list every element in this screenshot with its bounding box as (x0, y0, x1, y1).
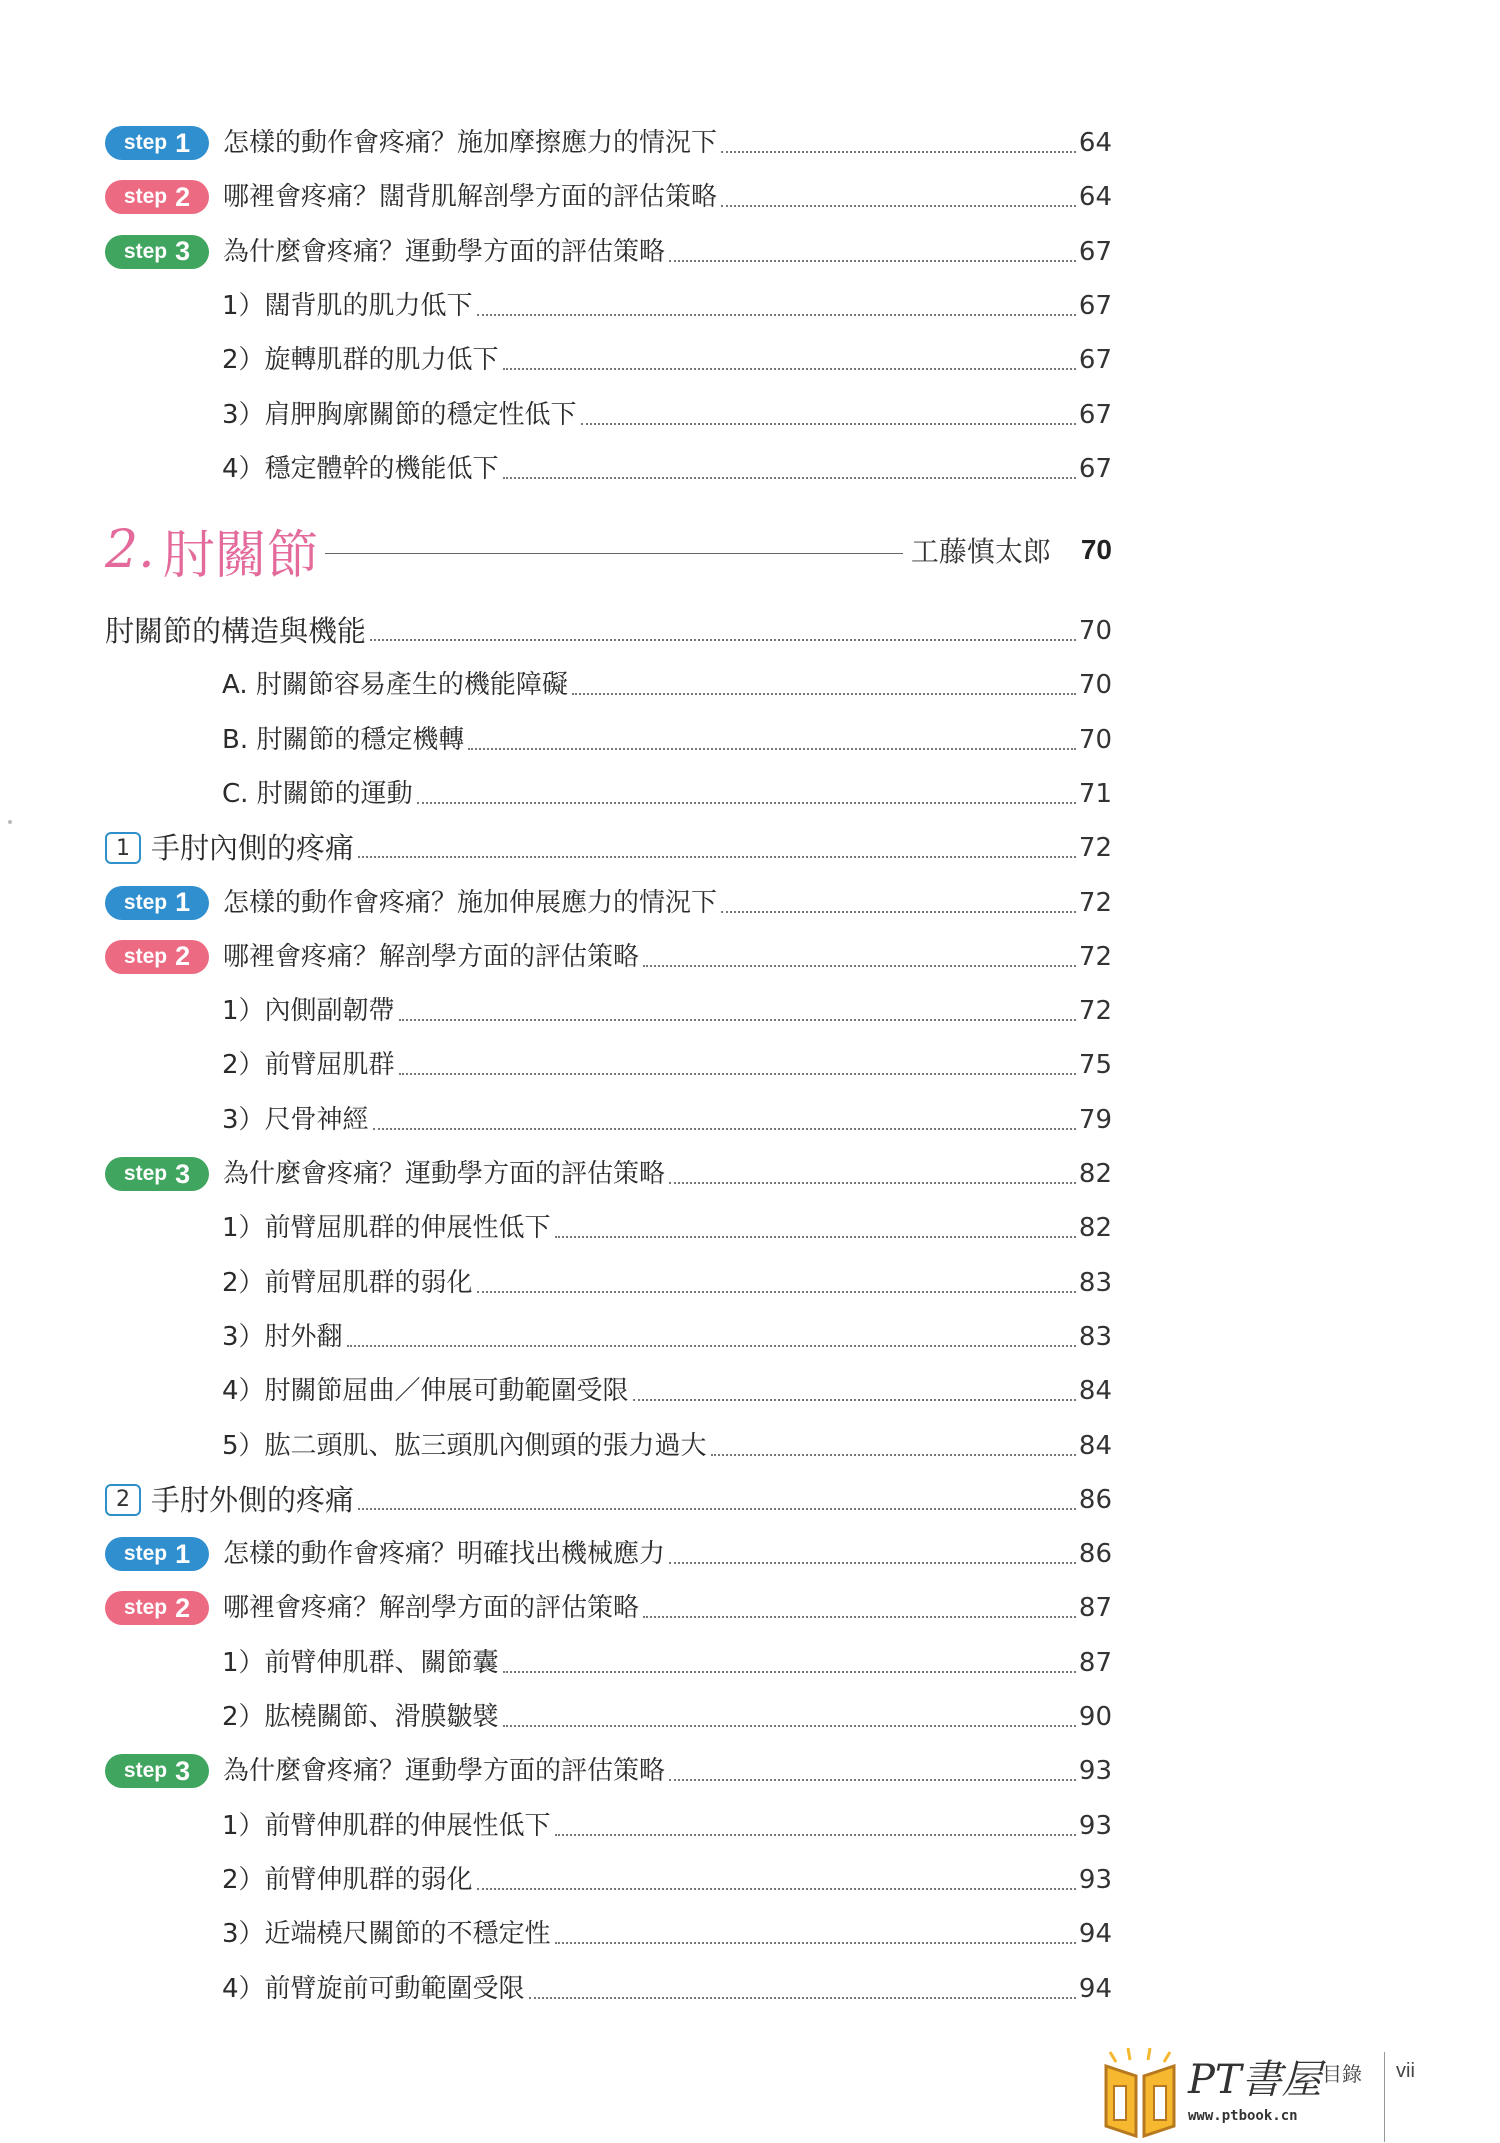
dot-leader (669, 1182, 1076, 1184)
toc-entry-label: 2）前臂屈肌群 (222, 1050, 395, 1081)
chapter-heading (105, 515, 1112, 585)
toc-entry-label: 3）近端橈尺關節的不穩定性 (222, 1919, 551, 1950)
toc-entry-label: 2）前臂伸肌群的弱化 (222, 1864, 473, 1895)
toc-entry-sub[interactable] (105, 665, 1112, 705)
toc-entry-label: 5）肱二頭肌、肱三頭肌內側頭的張力過大 (222, 1430, 707, 1461)
toc-entry-label: 手肘內側的疼痛 (151, 831, 355, 866)
toc-entry-sub[interactable] (105, 286, 1112, 326)
section-number-box: 2 (105, 1484, 141, 1516)
toc-entry-sub[interactable] (105, 1208, 1112, 1248)
scan-speck (8, 820, 12, 824)
toc-entry-sub[interactable] (105, 1914, 1112, 1954)
dot-leader (669, 260, 1076, 262)
toc-entry-step[interactable] (105, 1534, 1112, 1574)
dot-leader (581, 423, 1076, 425)
dot-leader (503, 1725, 1076, 1727)
watermark-name: PT書屋 (1188, 2057, 1322, 2103)
toc-entry-step[interactable] (105, 123, 1112, 163)
toc-entry-page: 87 (1078, 1647, 1112, 1678)
toc-entry-page: 70 (1078, 724, 1112, 755)
step-badge-number: 1 (175, 887, 191, 917)
toc-entry-page: 70 (1078, 670, 1112, 701)
chapter-page: 70 (1080, 534, 1112, 565)
dot-leader (721, 911, 1076, 913)
step-badge-word: step (123, 185, 168, 209)
toc-entry-page: 70 (1078, 616, 1112, 646)
toc-entry-page: 72 (1078, 996, 1112, 1027)
step-badge (105, 126, 209, 160)
chapter-rule (325, 553, 903, 554)
toc-entry-page: 72 (1078, 833, 1112, 864)
dot-leader (399, 1019, 1076, 1021)
toc-entry-sub[interactable] (105, 1969, 1112, 2009)
toc-entry-page: 90 (1078, 1702, 1112, 1732)
toc-entry-label: 怎樣的動作會疼痛？明確找出機械應力 (223, 1539, 666, 1570)
toc-entry-page: 72 (1078, 887, 1112, 918)
toc-entry-label: 4）前臂旋前可動範圍受限 (222, 1973, 525, 2004)
dot-leader (358, 856, 1076, 858)
toc-entry-step[interactable] (105, 883, 1112, 923)
toc-entry-page: 84 (1078, 1430, 1112, 1461)
toc-entry-label: 哪裡會疼痛？解剖學方面的評估策略 (223, 941, 640, 972)
toc-entry-label: 哪裡會疼痛？闊背肌解剖學方面的評估策略 (223, 182, 718, 213)
toc-entry-page: 87 (1078, 1593, 1112, 1624)
toc-entry-page: 82 (1078, 1159, 1112, 1189)
toc-entry-page: 67 (1078, 236, 1112, 267)
toc-entry-page: 75 (1078, 1050, 1112, 1081)
watermark (1100, 2048, 1340, 2143)
dot-leader (373, 1128, 1076, 1130)
toc-entry-label: 2）肱橈關節、滑膜皺襞 (222, 1702, 499, 1732)
dot-leader (555, 1942, 1076, 1944)
dot-leader (468, 748, 1076, 750)
dot-leader (347, 1345, 1076, 1347)
toc-entry-page: 93 (1078, 1810, 1112, 1841)
step-badge-word: step (123, 131, 168, 154)
chapter-number: 2. (105, 520, 155, 580)
dot-leader (555, 1834, 1076, 1836)
toc-entry-page: 84 (1078, 1376, 1112, 1407)
toc-entry-label: 怎樣的動作會疼痛？施加伸展應力的情況下 (223, 887, 718, 918)
dot-leader (370, 639, 1076, 641)
toc-entry-sub[interactable] (105, 1317, 1112, 1357)
toc-entry-label: 為什麼會疼痛？運動學方面的評估策略 (223, 1756, 666, 1787)
dot-leader (643, 965, 1076, 967)
toc-entry-label: 為什麼會疼痛？運動學方面的評估策略 (223, 236, 666, 267)
toc-entry-label: 1）內側副韌帶 (222, 996, 395, 1027)
toc-entry-page: 79 (1078, 1104, 1112, 1135)
toc-entry-sub[interactable] (105, 720, 1112, 760)
dot-leader (721, 151, 1076, 153)
step-badge-word: step (123, 1759, 168, 1783)
toc-entry-label: 手肘外側的疼痛 (151, 1482, 355, 1517)
toc-entry-label: 哪裡會疼痛？解剖學方面的評估策略 (223, 1593, 640, 1624)
toc-entry-sub[interactable] (105, 1806, 1112, 1846)
footer-divider (1384, 2052, 1385, 2142)
toc-entry-label: 4）穩定體幹的機能低下 (222, 453, 499, 484)
step-badge (105, 235, 209, 269)
toc-entry-section[interactable] (105, 611, 1112, 651)
step-badge-word: step (123, 944, 168, 968)
step-badge (105, 180, 209, 214)
dot-leader (669, 1779, 1076, 1781)
toc-entry-label: 為什麼會疼痛？運動學方面的評估策略 (223, 1159, 666, 1189)
step-badge-number: 3 (175, 1755, 191, 1786)
step-badge-number: 2 (175, 1592, 191, 1623)
step-badge-number: 1 (175, 127, 191, 158)
toc-entry-label: 3）肩胛胸廓關節的穩定性低下 (222, 399, 577, 430)
toc-entry-label: 怎樣的動作會疼痛？施加摩擦應力的情況下 (223, 128, 718, 158)
toc-entry-page: 83 (1078, 1321, 1112, 1352)
toc-entry-label: 4）肘關節屈曲／伸展可動範圍受限 (222, 1376, 629, 1407)
toc-entry-sub[interactable] (105, 1100, 1112, 1140)
toc-entry-page: 64 (1078, 128, 1112, 158)
toc-entry-label: 1）闊背肌的肌力低下 (222, 290, 473, 321)
step-badge-number: 2 (175, 181, 191, 212)
toc-entry-label: 3）尺骨神經 (222, 1104, 369, 1135)
toc-entry-label: 2）前臂屈肌群的弱化 (222, 1267, 473, 1298)
toc-entry-step[interactable] (105, 177, 1112, 217)
toc-entry-sub[interactable] (105, 1643, 1112, 1683)
dot-leader (477, 1888, 1076, 1890)
toc-entry-sub[interactable] (105, 1371, 1112, 1411)
chapter-author: 工藤慎太郎 (910, 535, 1051, 568)
step-badge-word: step (123, 1162, 168, 1185)
toc-entry-step[interactable] (105, 1154, 1112, 1194)
toc-entry-page: 67 (1078, 290, 1112, 321)
toc-entry-sub[interactable] (105, 340, 1112, 380)
step-badge (105, 1754, 209, 1788)
toc-entry-label: B. 肘關節的穩定機轉 (222, 724, 465, 755)
dot-leader (529, 1997, 1076, 1999)
toc-entry-page: 83 (1078, 1267, 1112, 1298)
toc-entry-numbered[interactable] (105, 828, 1112, 868)
step-badge (105, 940, 209, 974)
step-badge-number: 2 (175, 941, 191, 972)
toc-entry-label: 肘關節的構造與機能 (105, 614, 367, 648)
toc-entry-label: C. 肘關節的運動 (222, 778, 413, 809)
toc-entry-sub[interactable] (105, 1697, 1112, 1737)
footer-page-number: vii (1396, 2060, 1415, 2082)
step-badge-word: step (123, 1596, 168, 1620)
step-badge (105, 1537, 209, 1571)
step-badge (105, 886, 209, 920)
toc-entry-numbered[interactable] (105, 1480, 1112, 1520)
step-badge-word: step (123, 239, 168, 263)
dot-leader (669, 1562, 1076, 1564)
watermark-url: www.ptbook.cn (1188, 2108, 1298, 2124)
toc-entry-step[interactable] (105, 1588, 1112, 1628)
toc-entry-page: 82 (1078, 1213, 1112, 1244)
toc-entry-sub[interactable] (105, 395, 1112, 435)
toc-entry-step[interactable] (105, 232, 1112, 272)
book-logo-icon (1100, 2048, 1180, 2140)
step-badge-number: 3 (175, 1158, 191, 1189)
toc-entry-page: 64 (1078, 182, 1112, 213)
toc-entry-page: 93 (1078, 1756, 1112, 1787)
step-badge (105, 1157, 209, 1191)
toc-entry-sub[interactable] (105, 449, 1112, 489)
toc-entry-label: 1）前臂屈肌群的伸展性低下 (222, 1213, 551, 1244)
toc-entry-step[interactable] (105, 937, 1112, 977)
toc-entry-page: 94 (1078, 1919, 1112, 1950)
step-badge-word: step (123, 1542, 168, 1566)
dot-leader (477, 314, 1076, 316)
section-number-box: 1 (105, 832, 141, 864)
toc-entry-page: 67 (1078, 345, 1112, 376)
dot-leader (633, 1399, 1076, 1401)
toc-entry-label: 1）前臂伸肌群的伸展性低下 (222, 1810, 551, 1841)
chapter-title: 肘關節 (162, 525, 319, 586)
dot-leader (555, 1236, 1076, 1238)
toc-entry-sub[interactable] (105, 991, 1112, 1031)
dot-leader (643, 1616, 1076, 1618)
toc-entry-sub[interactable] (105, 1426, 1112, 1466)
dot-leader (572, 693, 1076, 695)
dot-leader (503, 477, 1076, 479)
toc-entry-page: 86 (1078, 1539, 1112, 1570)
toc-entry-step[interactable] (105, 1751, 1112, 1791)
step-badge-word: step (123, 890, 168, 914)
toc-entry-page: 71 (1078, 778, 1112, 809)
toc-entry-label: 3）肘外翻 (222, 1321, 343, 1352)
dot-leader (358, 1508, 1076, 1510)
toc-entry-page: 93 (1078, 1864, 1112, 1895)
dot-leader (477, 1291, 1076, 1293)
dot-leader (503, 368, 1076, 370)
toc-entry-page: 67 (1078, 399, 1112, 430)
dot-leader (399, 1073, 1076, 1075)
step-badge (105, 1591, 209, 1625)
step-badge-number: 3 (175, 236, 191, 267)
toc-entry-page: 86 (1078, 1484, 1112, 1515)
toc-entry-label: 1）前臂伸肌群、關節囊 (222, 1647, 499, 1678)
dot-leader (417, 802, 1076, 804)
toc-entry-sub[interactable] (105, 774, 1112, 814)
toc-entry-sub[interactable] (105, 1263, 1112, 1303)
dot-leader (503, 1671, 1076, 1673)
step-badge-number: 1 (175, 1538, 191, 1569)
dot-leader (711, 1454, 1076, 1456)
footer-label: 目錄 (1322, 2062, 1362, 2086)
toc-entry-page: 72 (1078, 941, 1112, 972)
toc-entry-label: 2）旋轉肌群的肌力低下 (222, 345, 499, 376)
toc-entry-label: A. 肘關節容易產生的機能障礙 (222, 670, 568, 701)
dot-leader (721, 205, 1076, 207)
toc-entry-sub[interactable] (105, 1860, 1112, 1900)
toc-entry-sub[interactable] (105, 1045, 1112, 1085)
toc-entry-page: 94 (1078, 1973, 1112, 2004)
toc-entry-page: 67 (1078, 453, 1112, 484)
